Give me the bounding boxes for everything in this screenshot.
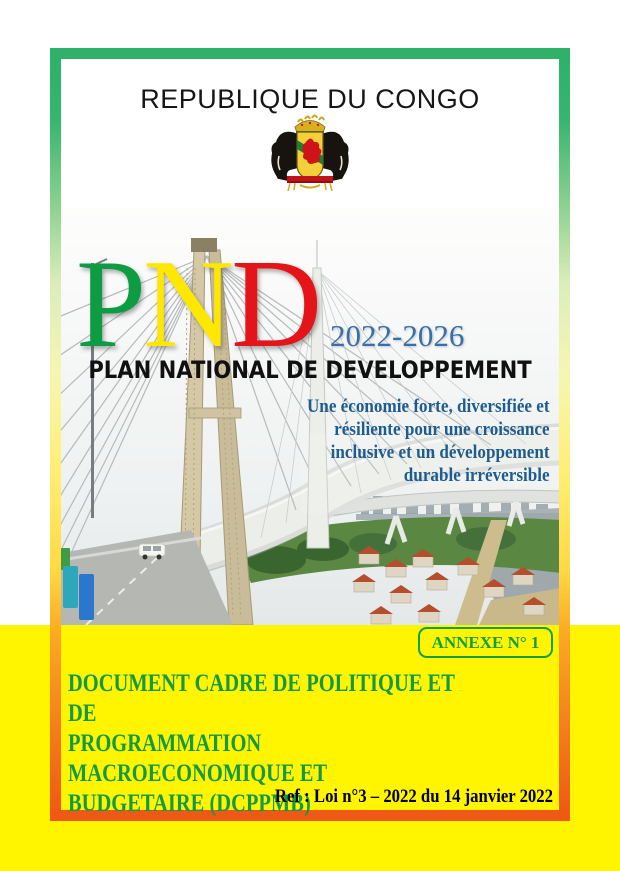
tagline-line-2: résiliente pour une croissance	[334, 419, 550, 440]
country-title: REPUBLIQUE DU CONGO	[140, 84, 480, 114]
tagline-line-3: inclusive et un développement	[331, 442, 550, 463]
elephant-left	[271, 132, 298, 181]
annex-badge-label: ANNEXE N° 1	[431, 632, 540, 652]
annex-badge	[418, 627, 553, 658]
document-title-line-1: DOCUMENT CADRE DE POLITIQUE ET DE	[68, 670, 455, 727]
congo-coat-of-arms-icon	[262, 114, 358, 192]
tagline	[307, 395, 550, 487]
document-title-line-3: BUDGETAIRE (DCPPMB)	[68, 790, 311, 817]
document-title-line-2: PROGRAMMATION MACROECONOMIQUE ET	[68, 730, 328, 787]
tagline-line-1: Une économie forte, diversifiée et	[307, 396, 550, 417]
tagline-line-4: durable irréversible	[404, 465, 550, 486]
pnd-letter-p: P	[76, 235, 144, 374]
pnd-letter-n: N	[143, 235, 232, 374]
plan-period: 2022-2026	[330, 318, 465, 353]
pnd-letter-d: D	[231, 235, 320, 374]
plan-title: PLAN NATIONAL DE DEVELOPPEMENT	[88, 356, 532, 384]
legal-reference: Ref : Loi n°3 – 2022 du 14 janvier 2022	[274, 786, 553, 807]
elephant-right	[322, 132, 349, 181]
coat-of-arms-graphic	[262, 114, 358, 192]
pnd-acronym	[76, 235, 320, 374]
